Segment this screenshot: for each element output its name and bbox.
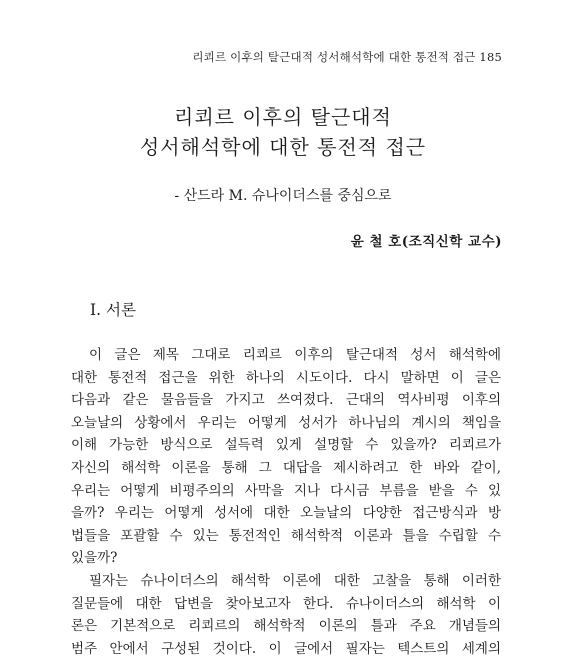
text-line: 을까? 우리는 어떻게 성서에 대한 오늘날의 다양한 접근방식과 방 <box>71 505 501 522</box>
text-line: 이해 가능한 방식으로 설득력 있게 설명할 수 있을까? 리쾨르가 <box>71 437 501 454</box>
text-line: 우리는 어떻게 비평주의의 사막을 지나 다시금 부름을 받을 수 있 <box>71 482 501 499</box>
article-title-line-2: 성서해석학에 대한 통전적 접근 <box>139 135 427 159</box>
article-title-line-1: 리쾨르 이후의 탈근대적 <box>174 105 392 129</box>
text-line: 대한 통전적 접근을 위한 하나의 시도이다. 다시 말하면 이 글은 <box>71 369 501 386</box>
article-title <box>0 102 566 162</box>
text-line: 론은 기본적으로 리쾨르의 해석학적 이론의 틀과 주요 개념들의 <box>71 618 501 635</box>
paragraph-1 <box>71 344 501 570</box>
text-line: 있을까? <box>71 550 118 567</box>
author-byline: 윤 철 호(조직신학 교수) <box>350 234 502 250</box>
text-line: 질문들에 대한 답변을 찾아보고자 한다. 슈나이더스의 해석학 이 <box>71 595 501 612</box>
section-heading: I. 서론 <box>90 301 136 319</box>
text-line: 필자는 슈나이더스의 해석학 이론에 대한 고찰을 통해 이러한 <box>89 572 501 589</box>
paragraph-2 <box>71 570 501 660</box>
text-line: 법들을 포괄할 수 있는 통전적인 해석학적 이론과 틀을 수립할 수 <box>71 527 501 544</box>
text-line: 범주 안에서 구성된 것이다. 이 글에서 필자는 텍스트의 세계의 <box>71 640 501 657</box>
article-subtitle: - 산드라 M. 슈나이더스를 중심으로 <box>174 188 392 204</box>
text-line: 이 글은 제목 그대로 리쾨르 이후의 탈근대적 성서 해석학에 <box>89 347 501 363</box>
body-text <box>71 344 501 660</box>
text-line: 자신의 해석학 이론을 통해 그 대답을 제시하려고 한 바와 같이, <box>71 459 501 476</box>
text-line: 오늘날의 상황에서 우리는 어떻게 성서가 하나님의 계시의 책임을 <box>71 414 501 431</box>
text-line: 다음과 같은 물음들을 가지고 쓰여졌다. 근대의 역사비평 이후의 <box>71 392 501 409</box>
running-header: 리쾨르 이후의 탈근대적 성서해석학에 대한 통전적 접근 185 <box>192 50 502 64</box>
